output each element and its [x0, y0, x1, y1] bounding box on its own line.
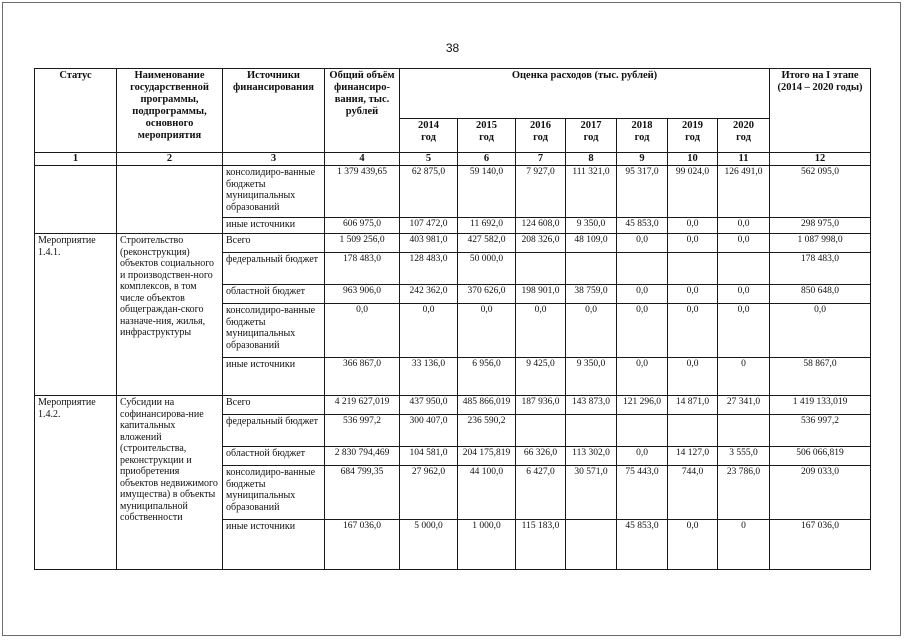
cell-value [516, 415, 566, 447]
cell-value: 5 000,0 [400, 520, 458, 570]
column-number: 2 [117, 153, 223, 166]
cell-value: 0,0 [617, 285, 668, 304]
cell-value: 121 296,0 [617, 396, 668, 415]
cell-funding-source: федеральный бюджет [223, 415, 325, 447]
cell-value: 111 321,0 [566, 166, 617, 218]
cell-value: 300 407,0 [400, 415, 458, 447]
header-year-2015 [458, 119, 516, 153]
header-year-unit: год [736, 132, 751, 144]
cell-funding-source: консолидиро-ванные бюджеты муниципальных образований [223, 304, 325, 358]
cell-value: 95 317,0 [617, 166, 668, 218]
cell-value: 9 350,0 [566, 358, 617, 396]
cell-value: 107 472,0 [400, 218, 458, 234]
cell-value: 0 [718, 358, 770, 396]
cell-funding-source: иные источники [223, 520, 325, 570]
cell-value: 198 901,0 [516, 285, 566, 304]
cell-value: 0,0 [617, 447, 668, 466]
cell-funding-source: федеральный бюджет [223, 253, 325, 285]
header-estimate: Оценка расходов (тыс. рублей) [400, 69, 770, 119]
column-number: 12 [770, 153, 871, 166]
column-number: 3 [223, 153, 325, 166]
cell-value: 0,0 [617, 304, 668, 358]
column-number: 8 [566, 153, 617, 166]
cell-value: 7 927,0 [516, 166, 566, 218]
cell-value: 62 875,0 [400, 166, 458, 218]
column-number: 6 [458, 153, 516, 166]
cell-status: Мероприятие 1.4.1. [35, 234, 117, 396]
header-name: Наименование государственной программы, подпрограммы, основного мероприятия [117, 69, 223, 153]
cell-value: 0,0 [617, 358, 668, 396]
cell-value [718, 253, 770, 285]
header-year-value: 2015 [476, 120, 497, 131]
cell-value [617, 415, 668, 447]
cell-value: 0,0 [668, 285, 718, 304]
header-year-value: 2020 [733, 120, 754, 131]
header-year-2018 [617, 119, 668, 153]
cell-value: 0,0 [668, 304, 718, 358]
cell-value: 0,0 [325, 304, 400, 358]
cell-value [668, 253, 718, 285]
cell-value: 167 036,0 [325, 520, 400, 570]
column-number: 11 [718, 153, 770, 166]
cell-value [566, 253, 617, 285]
cell-value: 0,0 [668, 218, 718, 234]
cell-value: 23 786,0 [718, 466, 770, 520]
cell-value: 370 626,0 [458, 285, 516, 304]
cell-value [617, 253, 668, 285]
cell-value [668, 415, 718, 447]
header-year-unit: год [479, 132, 494, 144]
cell-value: 38 759,0 [566, 285, 617, 304]
header-result: Итого на I этапе (2014 – 2020 годы) [770, 69, 871, 153]
cell-value: 0,0 [516, 304, 566, 358]
cell-value: 45 853,0 [617, 520, 668, 570]
header-year-2020 [718, 119, 770, 153]
column-number: 7 [516, 153, 566, 166]
cell-value: 9 350,0 [566, 218, 617, 234]
header-year-value: 2018 [631, 120, 653, 131]
cell-value [566, 520, 617, 570]
cell-funding-source: областной бюджет [223, 285, 325, 304]
cell-value: 1 000,0 [458, 520, 516, 570]
cell-value: 3 555,0 [718, 447, 770, 466]
cell-value: 33 136,0 [400, 358, 458, 396]
header-year-2017 [566, 119, 617, 153]
cell-value: 0,0 [718, 304, 770, 358]
cell-value: 11 692,0 [458, 218, 516, 234]
header-status: Статус [35, 69, 117, 153]
cell-value: 562 095,0 [770, 166, 871, 218]
cell-value: 744,0 [668, 466, 718, 520]
cell-value [566, 415, 617, 447]
cell-value: 0,0 [718, 218, 770, 234]
cell-value: 1 379 439,65 [325, 166, 400, 218]
cell-funding-source: областной бюджет [223, 447, 325, 466]
cell-value: 209 033,0 [770, 466, 871, 520]
cell-value: 485 866,019 [458, 396, 516, 415]
cell-value: 242 362,0 [400, 285, 458, 304]
cell-value: 0,0 [566, 304, 617, 358]
cell-value: 178 483,0 [770, 253, 871, 285]
cell-value: 204 175,819 [458, 447, 516, 466]
header-year-unit: год [421, 132, 436, 144]
column-number: 9 [617, 153, 668, 166]
cell-value: 14 871,0 [668, 396, 718, 415]
header-year-unit: год [533, 132, 548, 144]
cell-value: 2 830 794,469 [325, 447, 400, 466]
cell-value: 178 483,0 [325, 253, 400, 285]
cell-value: 0,0 [668, 234, 718, 253]
cell-value: 684 799,35 [325, 466, 400, 520]
header-year-value: 2017 [580, 120, 602, 131]
cell-value: 48 109,0 [566, 234, 617, 253]
column-number: 4 [325, 153, 400, 166]
header-year-2016 [516, 119, 566, 153]
cell-program-name: Строительство (реконструкция) объектов социального и производствен-ного комплексов, в том числе объектов общеграждан-ского назначе-ния, жилья, инфраструктуры [117, 234, 223, 396]
cell-value: 115 183,0 [516, 520, 566, 570]
cell-value: 0,0 [718, 234, 770, 253]
cell-value: 104 581,0 [400, 447, 458, 466]
cell-value: 4 219 627,019 [325, 396, 400, 415]
cell-value: 59 140,0 [458, 166, 516, 218]
cell-program-name [117, 166, 223, 234]
cell-value: 208 326,0 [516, 234, 566, 253]
header-year-2019 [668, 119, 718, 153]
header-year-unit: год [634, 132, 650, 144]
cell-value: 0,0 [718, 285, 770, 304]
cell-value: 536 997,2 [325, 415, 400, 447]
cell-value: 1 087 998,0 [770, 234, 871, 253]
cell-value: 45 853,0 [617, 218, 668, 234]
cell-value: 0,0 [400, 304, 458, 358]
cell-value: 366 867,0 [325, 358, 400, 396]
table-row [35, 396, 871, 415]
cell-value: 1 509 256,0 [325, 234, 400, 253]
cell-value: 50 000,0 [458, 253, 516, 285]
cell-value [718, 415, 770, 447]
header-total: Общий объём финансиро-вания, тыс. рублей [325, 69, 400, 153]
cell-value: 606 975,0 [325, 218, 400, 234]
header-year-value: 2019 [682, 120, 703, 131]
cell-value: 0,0 [458, 304, 516, 358]
cell-value: 963 906,0 [325, 285, 400, 304]
header-year-value: 2014 [418, 120, 439, 131]
cell-value: 66 326,0 [516, 447, 566, 466]
cell-funding-source: иные источники [223, 218, 325, 234]
cell-value: 0,0 [770, 304, 871, 358]
cell-value [516, 253, 566, 285]
cell-value: 1 419 133,019 [770, 396, 871, 415]
cell-value: 75 443,0 [617, 466, 668, 520]
cell-funding-source: консолидиро-ванные бюджеты муниципальных образований [223, 166, 325, 218]
cell-value: 6 427,0 [516, 466, 566, 520]
cell-funding-source: Всего [223, 396, 325, 415]
budget-table [34, 68, 871, 570]
cell-value: 44 100,0 [458, 466, 516, 520]
cell-value: 403 981,0 [400, 234, 458, 253]
header-year-2014 [400, 119, 458, 153]
cell-value: 99 024,0 [668, 166, 718, 218]
cell-value: 113 302,0 [566, 447, 617, 466]
cell-value: 143 873,0 [566, 396, 617, 415]
cell-value: 128 483,0 [400, 253, 458, 285]
cell-value: 6 956,0 [458, 358, 516, 396]
cell-value: 58 867,0 [770, 358, 871, 396]
header-year-unit: год [685, 132, 700, 144]
cell-value: 0,0 [668, 358, 718, 396]
header-sources: Источники финансирования [223, 69, 325, 153]
cell-value: 506 066,819 [770, 447, 871, 466]
page-number: 38 [445, 41, 460, 55]
cell-value: 850 648,0 [770, 285, 871, 304]
cell-value: 0,0 [668, 520, 718, 570]
cell-funding-source: консолидиро-ванные бюджеты муниципальных образований [223, 466, 325, 520]
cell-funding-source: Всего [223, 234, 325, 253]
cell-value: 9 425,0 [516, 358, 566, 396]
cell-value: 0,0 [617, 234, 668, 253]
column-number: 10 [668, 153, 718, 166]
table-row [35, 166, 871, 218]
cell-status [35, 166, 117, 234]
cell-value: 124 608,0 [516, 218, 566, 234]
table-row [35, 234, 871, 253]
column-number: 5 [400, 153, 458, 166]
cell-status: Мероприятие 1.4.2. [35, 396, 117, 570]
cell-value: 437 950,0 [400, 396, 458, 415]
cell-value: 187 936,0 [516, 396, 566, 415]
cell-value: 14 127,0 [668, 447, 718, 466]
cell-funding-source: иные источники [223, 358, 325, 396]
cell-value: 167 036,0 [770, 520, 871, 570]
header-year-unit: год [583, 132, 599, 144]
cell-value: 27 341,0 [718, 396, 770, 415]
cell-value: 0 [718, 520, 770, 570]
cell-value: 30 571,0 [566, 466, 617, 520]
cell-program-name: Субсидии на софинансирова-ние капитальных вложений (строительства, реконструкции и приобретения объектов недвижимого имущества) в объекты муниципальной собственности [117, 396, 223, 570]
cell-value: 236 590,2 [458, 415, 516, 447]
cell-value: 298 975,0 [770, 218, 871, 234]
cell-value: 536 997,2 [770, 415, 871, 447]
cell-value: 126 491,0 [718, 166, 770, 218]
header-year-value: 2016 [530, 120, 551, 131]
cell-value: 427 582,0 [458, 234, 516, 253]
column-number: 1 [35, 153, 117, 166]
cell-value: 27 962,0 [400, 466, 458, 520]
